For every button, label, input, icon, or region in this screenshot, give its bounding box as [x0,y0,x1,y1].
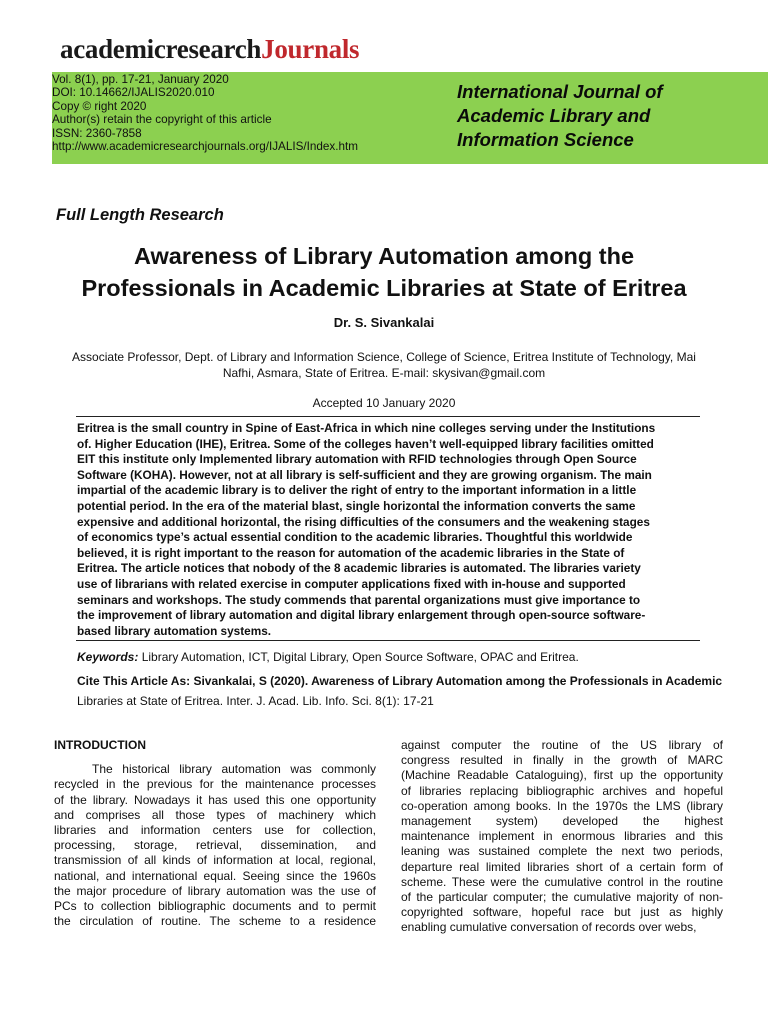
abstract-top-rule [76,416,700,417]
body-line: of the library. Nowadays it has used this one opportunity [54,792,376,807]
body-line: leaning was sustained complete the next two periods, [401,844,723,859]
abstract-line: expensive and additional horizontal, the rising difficulties of the consumers and the weakening stages [77,514,650,529]
article-type: Full Length Research [56,206,224,224]
body-line: copyrighted software, hopeful race but just as highly [401,905,723,920]
body-line: of the particular computer; the cumulative majority of non- [401,890,723,905]
body-line: recycled in the previous for the maintenance processes [54,777,376,792]
abstract-line: based library automation systems. [77,623,272,638]
abstract-line: believed, it is right important to the reason for automation of the academic libraries in the State of [77,545,625,560]
body-line: The historical library automation was commonly [54,762,376,777]
issn: ISSN: 2360-7858 [52,126,142,140]
abstract-line: the improvement of library automation and digital library enlargement through open-source software- [77,608,646,623]
citation-line: Cite This Article As: Sivankalai, S (2020). Awareness of Library Automation among the Professionals in Academic [77,674,723,688]
abstract-line: Software (KOHA). However, not at all library is self-sufficient and they are growing organism. The main [77,467,652,482]
journal-title-line: Information Science [457,129,634,150]
article-title-line: Professionals in Academic Libraries at State of Eritrea [81,275,687,301]
keywords-label: Keywords: [77,650,139,664]
affiliation-line: Nafhi, Asmara, State of Eritrea. E-mail: skysivan@gmail.com [222,366,546,380]
body-line: against computer the routine of the US library of [401,738,723,752]
publisher-logo [60,34,359,65]
body-line: PCs to collection bibliographic documents and to permit [54,899,376,914]
logo-text: academicresearch [60,34,262,64]
body-line: transmission of all kinds of information at local, regional, [54,853,376,868]
abstract-line: potential period. In the era of the material blast, single horizontal the information converts the same [77,498,636,513]
keywords-text: Library Automation, ICT, Digital Library, Open Source Software, OPAC and Eritrea. [138,650,579,664]
abstract-line: of. Higher Education (IHE), Eritrea. Some of the colleges haven’t well-equipped library facilities omitted [77,436,654,451]
article-title-line: Awareness of Library Automation among the [133,243,635,269]
abstract-line: seminars and workshops. The study commends that parental organizations must give importance to [77,592,641,607]
journal-url[interactable]: http://www.academicresearchjournals.org/IJALIS/Index.htm [52,140,358,154]
left-column [54,738,376,929]
accepted-date: Accepted 10 January 2020 [312,396,456,410]
affiliation-line: Associate Professor, Dept. of Library and Information Science, College of Science, Eritrea Institute of Technology, Mai [72,350,696,364]
abstract-line: of economics type’s actual essential condition to the academic libraries. Thoughtful this worldwide [77,530,633,545]
author-name: Dr. S. Sivankalai [333,315,435,330]
copyright: Copy © right 2020 [52,99,147,113]
body-line: libraries and information centers use for collection, [54,823,376,838]
body-line: the major procedure of library automation was the use of [54,883,376,898]
abstract-line: use of librarians with related exercise in computer applications fixed with in-house and supported [77,576,626,591]
body-line: management system) developed the highest [401,814,723,829]
body-line: of libraries replacing bibliographic archives and hopeful [401,783,723,798]
abstract-line: Eritrea. The article notices that nobody of the 8 academic libraries is automated. The libraries variety [77,561,641,576]
abstract-line: impartial of the academic library is to deliver the right of entry to the important information in a little [77,483,637,498]
keywords [77,650,579,664]
citation-line: Libraries at State of Eritrea. Inter. J. Acad. Lib. Info. Sci. 8(1): 17-21 [77,694,434,708]
body-line: (Machine Readable Cataloguing), first up the opportunity [401,768,723,783]
body-line: co-operation among books. In the 1970s the LMS (library [401,798,723,813]
body-line: scheme. These were the cumulative control in the routine [401,874,723,889]
article-metadata [52,73,392,153]
abstract-bottom-rule [76,640,700,641]
doi: DOI: 10.14662/IJALIS2020.010 [52,86,215,100]
section-heading: INTRODUCTION [54,738,146,752]
body-line: enabling cumulative conversation of records over webs, [401,920,697,935]
body-line: congress resulted in finally in the growth of MARC [401,753,723,768]
body-line: the circulation of routine. The scheme to a residence [54,914,376,929]
copyright-notice: Author(s) retain the copyright of this article [52,113,272,127]
abstract-line: EIT this institute only Implemented library automation with RFID technologies through Open Source [77,452,637,467]
abstract [77,421,699,639]
logo-accent-text: Journals [261,34,360,64]
body-line: national, and international equal. Seeing since the 1960s [54,868,376,883]
journal-title-line: Academic Library and [457,105,651,126]
volume-info: Vol. 8(1), pp. 17-21, January 2020 [52,73,229,86]
abstract-line: Eritrea is the small country in Spine of East-Africa in which nine colleges serving under the Institutions [77,421,656,435]
body-line: maintenance implement in enormous libraries and this [401,829,723,844]
body-line: processing, storage, retrieval, dissemination, and [54,838,376,853]
journal-title-line: International Journal of [457,81,663,102]
body-line: and comprises all those types of machinery which [54,807,376,822]
journal-title [457,80,757,152]
right-column [401,738,723,936]
body-line: departure real limited libraries short of a certain form of [401,859,723,874]
